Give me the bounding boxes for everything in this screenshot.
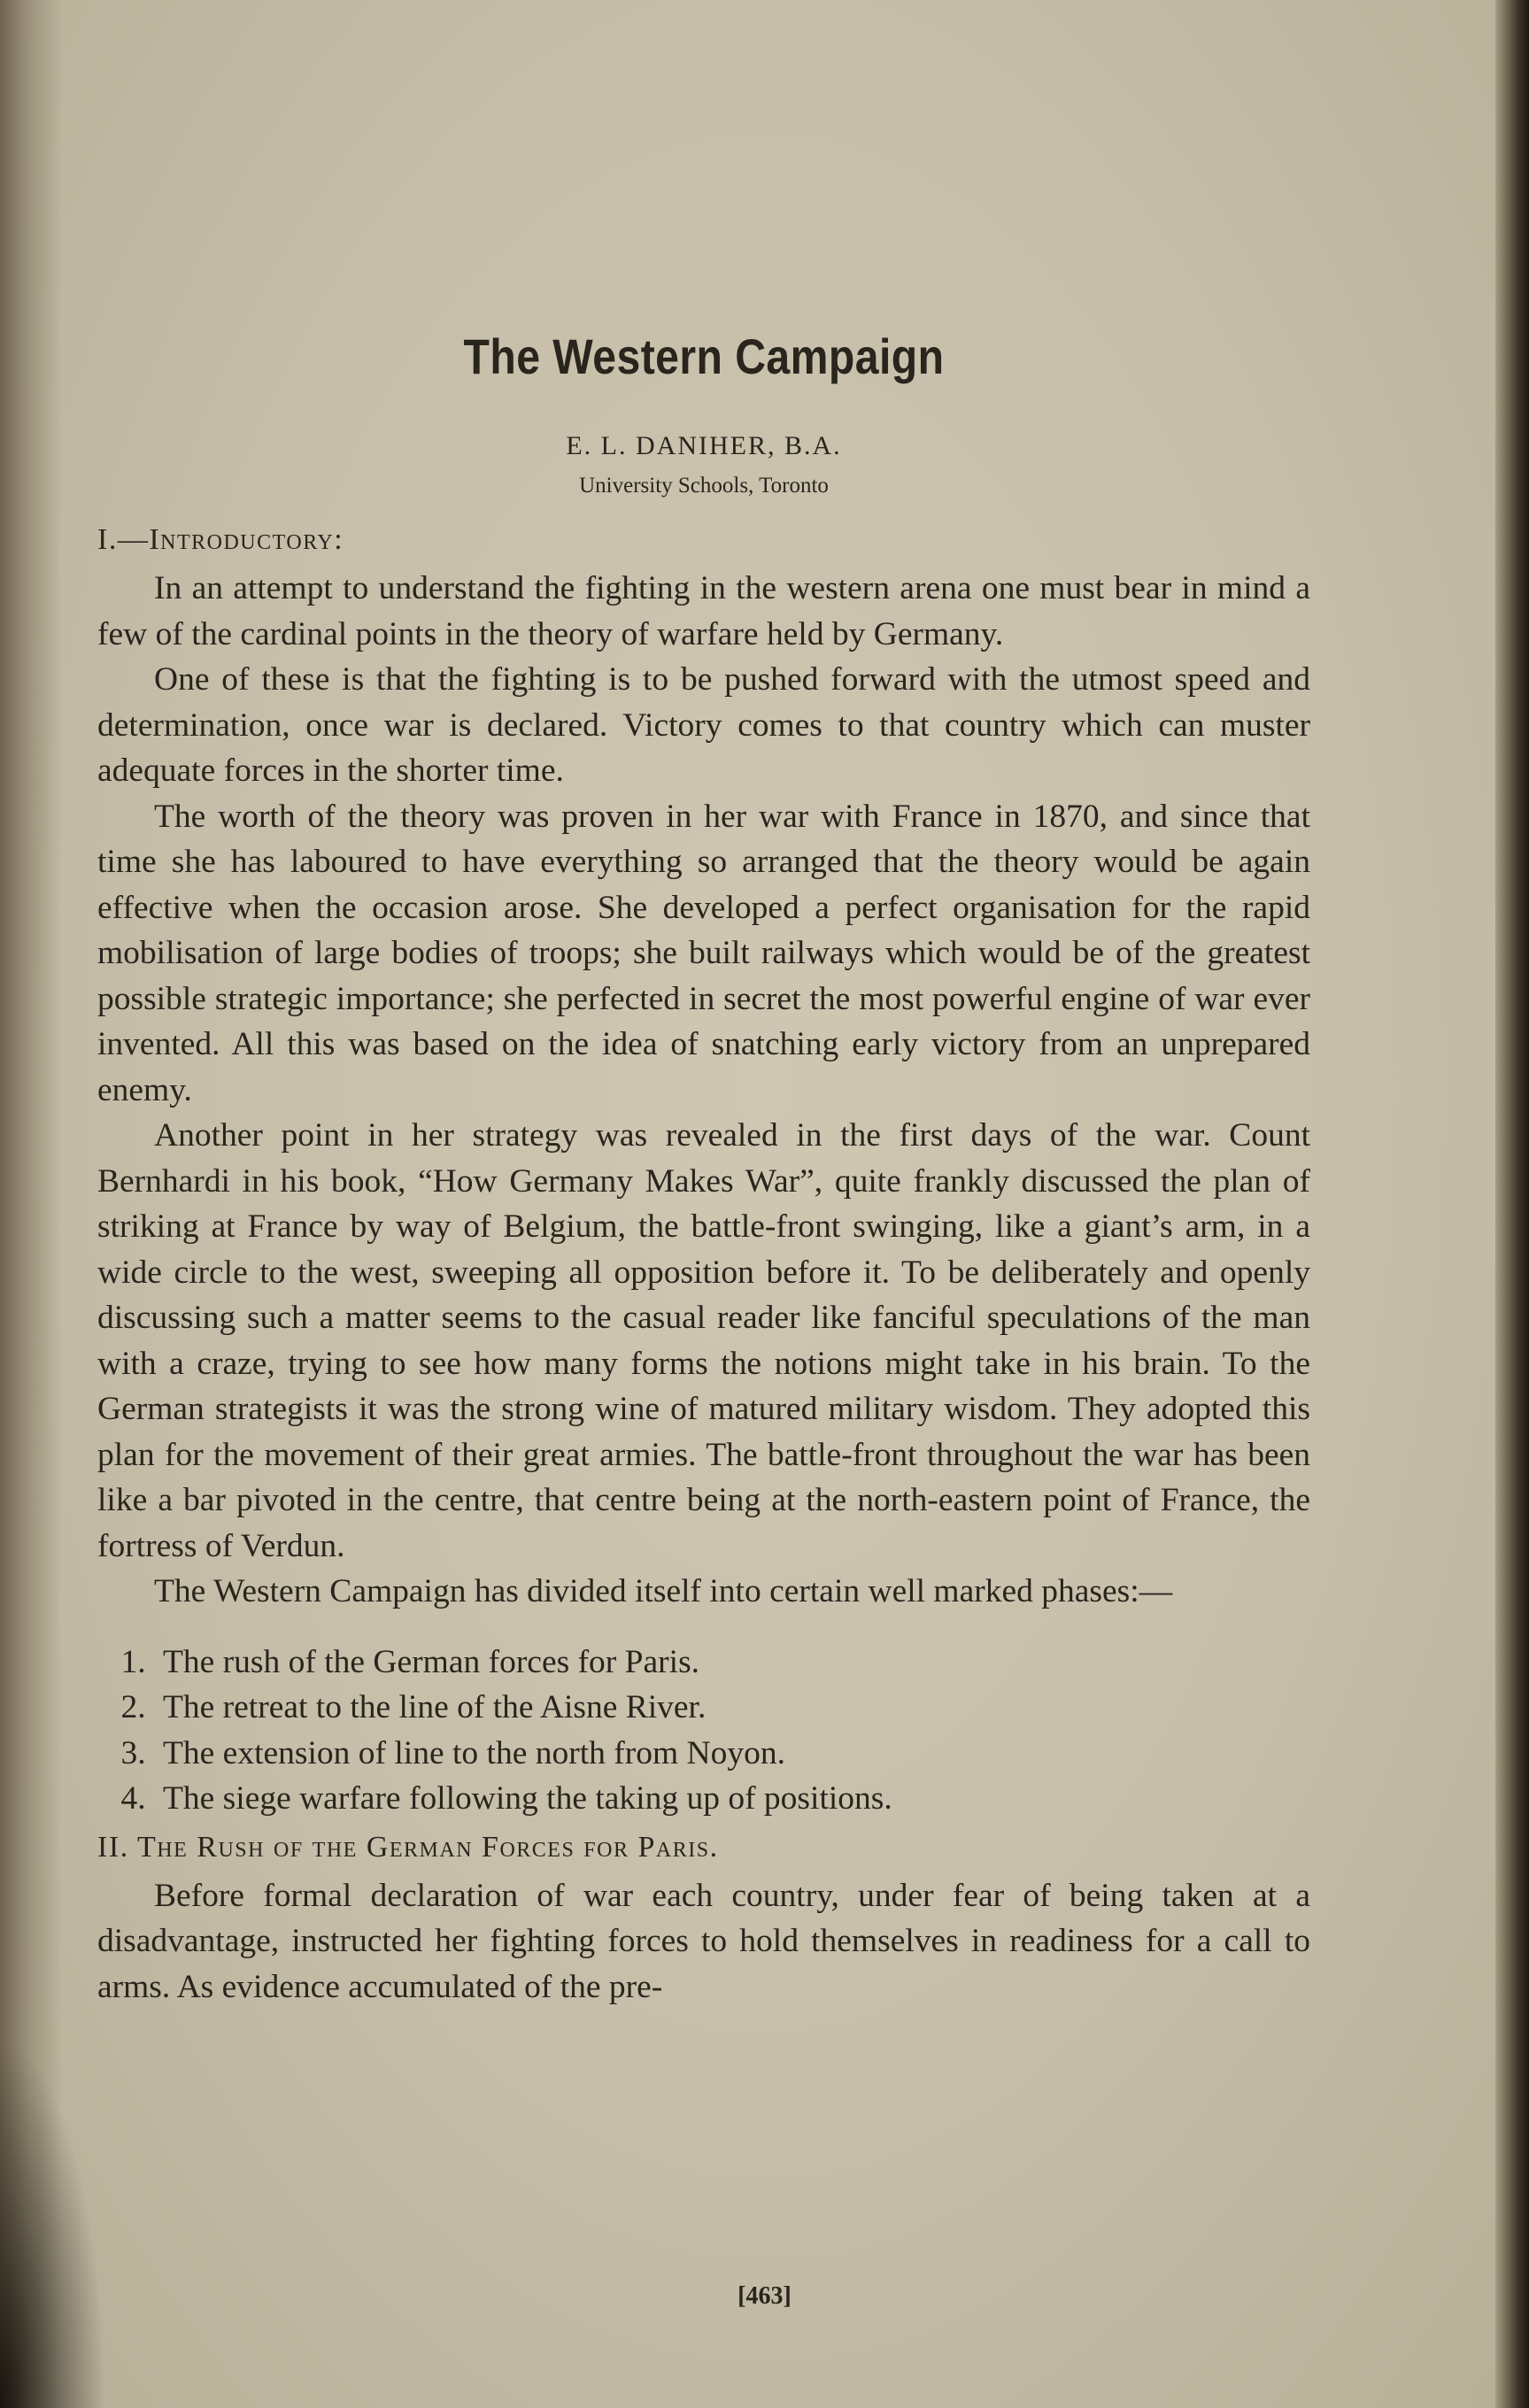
list-item: 3. The extension of line to the north from Noyon.: [154, 1731, 1310, 1777]
author-affiliation: University Schools, Toronto: [579, 474, 829, 498]
paragraph: Another point in her strategy was revealed in the first days of the war. Count Bernhardi in his book, “How Germany Makes War”, quite frankly discussed the plan of striking at France by way of Belgium, the battle-front swinging, like a giant’s arm, in a wide circle to the west, sweeping all opposition before it. To be deliberately and openly discussing such a matter seems to the casual reader like fanciful speculations of the man with a craze, trying to see how many forms the notions might take in his brain. To the German strategists it was the strong wine of matured military wisdom. They adopted this plan for the movement of their great armies. The battle-front throughout the war has been like a bar pivoted in the centre, that centre being at the north-eastern point of France, the fortress of Verdun.: [97, 1117, 1310, 1564]
list-item: 4. The siege warfare following the taking up of positions.: [154, 1776, 1310, 1822]
page-edge-shadow: [1495, 0, 1529, 2408]
paragraph: In an attempt to understand the fighting in the western arena one must bear in mind a few of the cardinal points in the theory of warfare held by Germany.: [97, 570, 1310, 652]
page-number: [463]: [737, 2282, 792, 2310]
section-heading-introductory: I.—Introductory:: [97, 523, 344, 556]
corner-shadow: [0, 2036, 106, 2408]
article-author: E. L. DANIHER, B.A.: [566, 431, 842, 460]
section-heading-rush-for-paris: II. The Rush of the German Forces for Paris.: [97, 1830, 719, 1864]
article-body: [97, 328, 1310, 2010]
paragraph: The Western Campaign has divided itself into certain well marked phases:—: [154, 1573, 1173, 1609]
list-item: 1. The rush of the German forces for Paris.: [154, 1640, 1310, 1686]
paragraph: Before formal declaration of war each country, under fear of being taken at a disadvantage, instructed her fighting forces to hold themselves in readiness for a call to arms. As evidence accumulated of the pre-: [97, 1877, 1310, 2005]
paragraph: The worth of the theory was proven in her war with France in 1870, and since that time she has laboured to have everything so arranged that the theory would be again effective when the occasion arose. She developed a perfect organisation for the rapid mobilisation of large bodies of troops; she built railways which would be of the greatest possible strategic importance; she perfected in secret the most powerful engine of war ever invented. All this was based on the idea of snatching early victory from an unprepared enemy.: [97, 798, 1310, 1108]
paragraph: One of these is that the fighting is to be pushed forward with the utmost speed and determination, once war is declared. Victory comes to that country which can muster adequate forces in the shorter time.: [97, 661, 1310, 789]
list-item: 2. The retreat to the line of the Aisne River.: [154, 1685, 1310, 1731]
article-title: The Western Campaign: [463, 328, 945, 384]
phases-list: [97, 1640, 1310, 1822]
